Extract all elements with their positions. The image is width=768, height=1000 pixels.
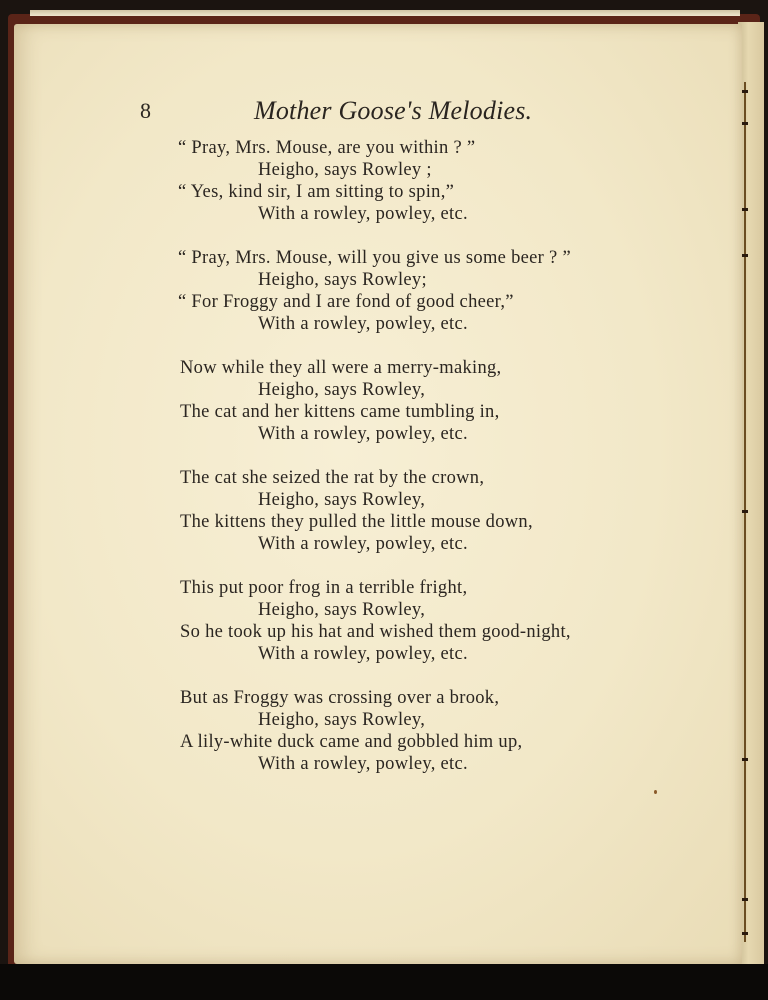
scan-bottom-shadow <box>0 964 768 1000</box>
paper-speck <box>654 790 657 794</box>
poem-line: With a rowley, powley, etc. <box>258 644 468 664</box>
poem-line: Heigho, says Rowley; <box>258 270 427 290</box>
poem-line: The kittens they pulled the little mouse down, <box>180 512 533 532</box>
running-title: Mother Goose's Melodies. <box>254 96 533 125</box>
poem-line: With a rowley, powley, etc. <box>258 754 468 774</box>
page-top-edge <box>30 10 740 16</box>
poem-line: A lily-white duck came and gobbled him up, <box>180 732 523 752</box>
poem-line: Heigho, says Rowley, <box>258 490 426 510</box>
poem-line: Heigho, says Rowley, <box>258 710 426 730</box>
poem-line: “ Pray, Mrs. Mouse, will you give us some beer ? ” <box>178 248 571 268</box>
poem-line: With a rowley, powley, etc. <box>258 534 468 554</box>
poem-line: With a rowley, powley, etc. <box>258 314 468 334</box>
poem-line: This put poor frog in a terrible fright, <box>180 578 468 598</box>
poem-line: So he took up his hat and wished them good-night, <box>180 622 571 642</box>
poem-line: Now while they all were a merry-making, <box>180 358 502 378</box>
poem-line: With a rowley, powley, etc. <box>258 424 468 444</box>
poem-line: With a rowley, powley, etc. <box>258 204 468 224</box>
poem-line: “ Yes, kind sir, I am sitting to spin,” <box>178 182 455 202</box>
poem-line: “ Pray, Mrs. Mouse, are you within ? ” <box>178 138 476 158</box>
poem-line: Heigho, says Rowley ; <box>258 160 432 180</box>
poem-line: But as Froggy was crossing over a brook, <box>180 688 500 708</box>
poem-line: “ For Froggy and I are fond of good cheer,” <box>178 292 514 312</box>
poem-line: Heigho, says Rowley, <box>258 600 426 620</box>
poem-line: Heigho, says Rowley, <box>258 380 426 400</box>
page-number: 8 <box>140 98 151 123</box>
poem-line: The cat she seized the rat by the crown, <box>180 468 485 488</box>
poem-line: The cat and her kittens came tumbling in, <box>180 402 500 422</box>
